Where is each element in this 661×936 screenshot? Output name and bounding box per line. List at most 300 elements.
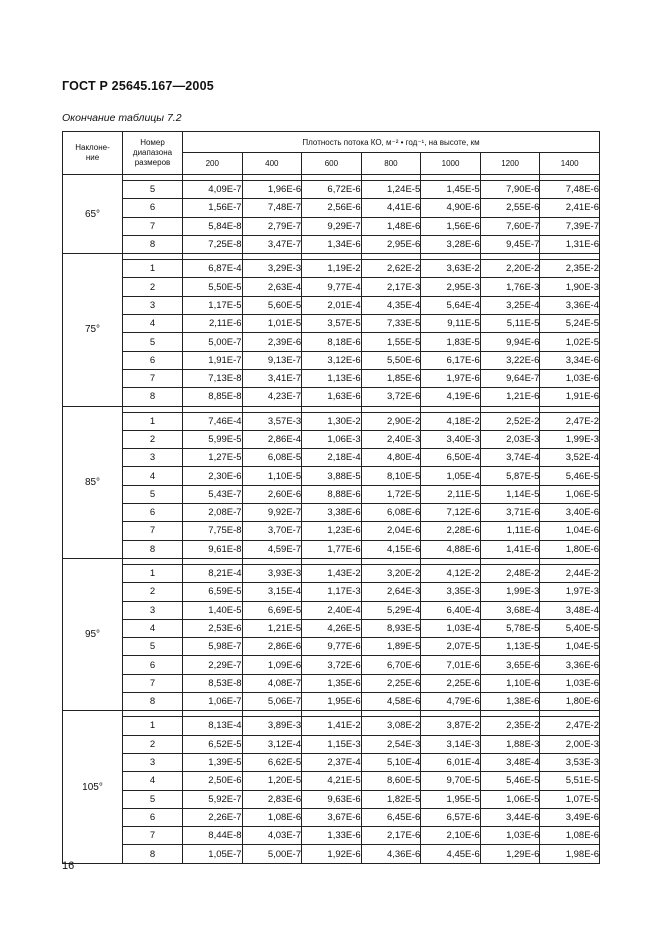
flux-value-cell: 3,48E-4 [480, 753, 540, 771]
size-range-cell: 3 [123, 449, 183, 467]
table-row [63, 388, 600, 406]
flux-value-cell: 1,03E-4 [421, 619, 481, 637]
size-range-cell: 7 [123, 674, 183, 692]
flux-value-cell: 8,93E-5 [361, 619, 421, 637]
size-range-cell: 6 [123, 351, 183, 369]
size-range-cell: 5 [123, 181, 183, 199]
flux-value-cell: 8,44E-8 [183, 827, 243, 845]
flux-value-cell: 2,55E-6 [480, 199, 540, 217]
size-range-cell: 6 [123, 656, 183, 674]
flux-value-cell: 3,20E-2 [361, 564, 421, 582]
flux-value-cell: 3,72E-6 [361, 388, 421, 406]
flux-value-cell: 2,35E-2 [540, 260, 600, 278]
flux-value-cell: 2,48E-2 [480, 564, 540, 582]
flux-value-cell: 3,49E-6 [540, 808, 600, 826]
flux-value-cell: 2,47E-2 [540, 412, 600, 430]
flux-value-cell: 2,47E-2 [540, 717, 600, 735]
table-row [63, 333, 600, 351]
flux-value-cell: 2,35E-2 [480, 717, 540, 735]
size-range-cell: 4 [123, 315, 183, 333]
flux-value-cell: 3,57E-3 [242, 412, 302, 430]
flux-value-cell: 2,11E-6 [183, 315, 243, 333]
flux-value-cell: 4,45E-6 [421, 845, 481, 863]
flux-value-cell: 6,01E-4 [421, 753, 481, 771]
flux-value-cell: 1,56E-6 [421, 217, 481, 235]
flux-value-cell: 1,35E-6 [302, 674, 362, 692]
flux-value-cell: 2,83E-6 [242, 790, 302, 808]
flux-value-cell: 2,60E-6 [242, 485, 302, 503]
flux-value-cell: 1,99E-3 [540, 430, 600, 448]
flux-value-cell: 2,18E-4 [302, 449, 362, 467]
flux-value-cell: 7,12E-6 [421, 504, 481, 522]
flux-value-cell: 6,45E-6 [361, 808, 421, 826]
table-row [63, 717, 600, 735]
flux-value-cell: 1,45E-5 [421, 181, 481, 199]
flux-value-cell: 2,17E-3 [361, 278, 421, 296]
flux-value-cell: 1,98E-6 [540, 845, 600, 863]
size-range-cell: 5 [123, 485, 183, 503]
flux-value-cell: 9,64E-7 [480, 369, 540, 387]
flux-value-cell: 1,31E-6 [540, 235, 600, 253]
flux-value-cell: 1,03E-6 [480, 827, 540, 845]
flux-value-cell: 1,06E-3 [302, 430, 362, 448]
table-row [63, 827, 600, 845]
flux-value-cell: 7,01E-6 [421, 656, 481, 674]
flux-value-cell: 2,86E-6 [242, 638, 302, 656]
size-range-cell: 6 [123, 199, 183, 217]
flux-value-cell: 5,06E-7 [242, 693, 302, 711]
flux-value-cell: 3,89E-3 [242, 717, 302, 735]
flux-value-cell: 9,13E-7 [242, 351, 302, 369]
table-row [63, 296, 600, 314]
flux-value-cell: 3,72E-6 [302, 656, 362, 674]
flux-value-cell: 3,52E-4 [540, 449, 600, 467]
flux-value-cell: 1,29E-6 [480, 845, 540, 863]
flux-value-cell: 8,10E-5 [361, 467, 421, 485]
page-number: 16 [62, 860, 75, 872]
size-range-cell: 5 [123, 638, 183, 656]
flux-value-cell: 1,80E-6 [540, 540, 600, 558]
flux-value-cell: 6,87E-4 [183, 260, 243, 278]
flux-value-cell: 2,86E-4 [242, 430, 302, 448]
flux-value-cell: 9,61E-8 [183, 540, 243, 558]
flux-value-cell: 1,06E-5 [540, 485, 600, 503]
flux-value-cell: 5,84E-8 [183, 217, 243, 235]
flux-value-cell: 9,29E-7 [302, 217, 362, 235]
flux-value-cell: 6,17E-6 [421, 351, 481, 369]
table-row [63, 260, 600, 278]
flux-value-cell: 1,14E-5 [480, 485, 540, 503]
inclination-cell: 105° [63, 711, 123, 863]
flux-value-cell: 1,04E-5 [540, 638, 600, 656]
flux-value-cell: 1,10E-5 [242, 467, 302, 485]
table-row [63, 430, 600, 448]
table-row [63, 564, 600, 582]
flux-value-cell: 1,30E-2 [302, 412, 362, 430]
flux-value-cell: 4,21E-5 [302, 772, 362, 790]
flux-density-table [62, 131, 600, 864]
table-row [63, 790, 600, 808]
flux-value-cell: 1,23E-6 [302, 522, 362, 540]
flux-value-cell: 1,48E-6 [361, 217, 421, 235]
flux-value-cell: 1,06E-5 [480, 790, 540, 808]
flux-value-cell: 2,95E-6 [361, 235, 421, 253]
table-row [63, 199, 600, 217]
flux-value-cell: 1,96E-6 [242, 181, 302, 199]
flux-value-cell: 2,03E-3 [480, 430, 540, 448]
flux-value-cell: 2,26E-7 [183, 808, 243, 826]
flux-value-cell: 4,18E-2 [421, 412, 481, 430]
flux-value-cell: 1,09E-6 [242, 656, 302, 674]
flux-value-cell: 1,15E-3 [302, 735, 362, 753]
flux-value-cell: 5,29E-4 [361, 601, 421, 619]
size-range-cell: 5 [123, 790, 183, 808]
flux-value-cell: 1,05E-4 [421, 467, 481, 485]
flux-value-cell: 9,77E-6 [302, 638, 362, 656]
flux-value-cell: 8,13E-4 [183, 717, 243, 735]
size-range-cell: 1 [123, 717, 183, 735]
flux-value-cell: 6,52E-5 [183, 735, 243, 753]
flux-value-cell: 2,95E-3 [421, 278, 481, 296]
flux-value-cell: 9,94E-6 [480, 333, 540, 351]
flux-value-cell: 5,60E-5 [242, 296, 302, 314]
flux-value-cell: 3,29E-3 [242, 260, 302, 278]
flux-value-cell: 1,03E-6 [540, 674, 600, 692]
flux-value-cell: 3,44E-6 [480, 808, 540, 826]
flux-value-cell: 1,38E-6 [480, 693, 540, 711]
altitude-header: 1400 [540, 153, 600, 175]
size-range-cell: 7 [123, 827, 183, 845]
flux-value-cell: 2,52E-2 [480, 412, 540, 430]
flux-value-cell: 9,11E-5 [421, 315, 481, 333]
flux-value-cell: 1,41E-6 [480, 540, 540, 558]
flux-value-cell: 4,36E-6 [361, 845, 421, 863]
altitude-header: 600 [302, 153, 362, 175]
flux-value-cell: 9,70E-5 [421, 772, 481, 790]
flux-value-cell: 1,21E-6 [480, 388, 540, 406]
flux-value-cell: 2,00E-3 [540, 735, 600, 753]
inclination-cell: 75° [63, 254, 123, 406]
flux-value-cell: 1,56E-7 [183, 199, 243, 217]
flux-value-cell: 4,23E-7 [242, 388, 302, 406]
flux-value-cell: 3,47E-7 [242, 235, 302, 253]
flux-value-cell: 1,90E-3 [540, 278, 600, 296]
flux-value-cell: 5,43E-7 [183, 485, 243, 503]
flux-value-cell: 1,10E-6 [480, 674, 540, 692]
flux-value-cell: 3,40E-6 [540, 504, 600, 522]
flux-value-cell: 2,44E-2 [540, 564, 600, 582]
flux-value-cell: 4,09E-7 [183, 181, 243, 199]
table-row [63, 217, 600, 235]
table-row [63, 181, 600, 199]
size-range-cell: 2 [123, 735, 183, 753]
flux-value-cell: 3,68E-4 [480, 601, 540, 619]
flux-value-cell: 6,08E-5 [242, 449, 302, 467]
flux-value-cell: 5,51E-5 [540, 772, 600, 790]
size-range-cell: 5 [123, 333, 183, 351]
table-row [63, 845, 600, 863]
table-row [63, 674, 600, 692]
table-row [63, 235, 600, 253]
flux-value-cell: 7,13E-8 [183, 369, 243, 387]
flux-value-cell: 4,35E-4 [361, 296, 421, 314]
flux-value-cell: 1,13E-6 [302, 369, 362, 387]
flux-value-cell: 3,48E-4 [540, 601, 600, 619]
flux-value-cell: 4,58E-6 [361, 693, 421, 711]
flux-value-cell: 1,17E-5 [183, 296, 243, 314]
table-row [63, 753, 600, 771]
flux-value-cell: 3,71E-6 [480, 504, 540, 522]
flux-value-cell: 1,11E-6 [480, 522, 540, 540]
table-row [63, 278, 600, 296]
table-row [63, 540, 600, 558]
size-range-cell: 1 [123, 260, 183, 278]
size-range-cell: 1 [123, 564, 183, 582]
flux-value-cell: 5,64E-4 [421, 296, 481, 314]
flux-value-cell: 1,97E-6 [421, 369, 481, 387]
flux-value-cell: 1,91E-7 [183, 351, 243, 369]
flux-value-cell: 4,26E-5 [302, 619, 362, 637]
flux-value-cell: 1,82E-5 [361, 790, 421, 808]
flux-value-cell: 4,80E-4 [361, 449, 421, 467]
flux-value-cell: 1,43E-2 [302, 564, 362, 582]
flux-value-cell: 1,88E-3 [480, 735, 540, 753]
size-range-cell: 2 [123, 430, 183, 448]
flux-value-cell: 3,88E-5 [302, 467, 362, 485]
flux-value-cell: 2,63E-4 [242, 278, 302, 296]
altitude-header: 800 [361, 153, 421, 175]
flux-value-cell: 3,40E-3 [421, 430, 481, 448]
flux-value-cell: 8,53E-8 [183, 674, 243, 692]
flux-value-cell: 1,01E-5 [242, 315, 302, 333]
flux-value-cell: 1,39E-5 [183, 753, 243, 771]
flux-value-cell: 5,50E-5 [183, 278, 243, 296]
flux-value-cell: 3,36E-4 [540, 296, 600, 314]
flux-value-cell: 3,63E-2 [421, 260, 481, 278]
size-range-cell: 3 [123, 601, 183, 619]
flux-value-cell: 6,40E-4 [421, 601, 481, 619]
flux-value-cell: 6,62E-5 [242, 753, 302, 771]
size-range-cell: 2 [123, 278, 183, 296]
flux-value-cell: 3,70E-7 [242, 522, 302, 540]
flux-value-cell: 2,37E-4 [302, 753, 362, 771]
altitude-header: 400 [242, 153, 302, 175]
document-header: ГОСТ Р 25645.167—2005 [62, 79, 214, 93]
size-range-cell: 8 [123, 845, 183, 863]
size-range-cell: 8 [123, 540, 183, 558]
flux-value-cell: 3,34E-6 [540, 351, 600, 369]
flux-value-cell: 2,56E-6 [302, 199, 362, 217]
table-row [63, 601, 600, 619]
flux-value-cell: 3,22E-6 [480, 351, 540, 369]
flux-value-cell: 1,07E-5 [540, 790, 600, 808]
flux-density-header: Плотность потока КО, м⁻² • год⁻¹, на высоте, км [183, 132, 600, 153]
size-range-cell: 4 [123, 772, 183, 790]
flux-value-cell: 3,67E-6 [302, 808, 362, 826]
flux-value-cell: 3,35E-3 [421, 583, 481, 601]
flux-value-cell: 7,39E-7 [540, 217, 600, 235]
flux-value-cell: 2,29E-7 [183, 656, 243, 674]
flux-value-cell: 2,39E-6 [242, 333, 302, 351]
flux-value-cell: 3,14E-3 [421, 735, 481, 753]
flux-value-cell: 3,41E-7 [242, 369, 302, 387]
table-row [63, 693, 600, 711]
flux-value-cell: 2,25E-6 [421, 674, 481, 692]
flux-value-cell: 2,25E-6 [361, 674, 421, 692]
size-range-cell: 7 [123, 369, 183, 387]
flux-value-cell: 1,92E-6 [302, 845, 362, 863]
flux-value-cell: 4,88E-6 [421, 540, 481, 558]
flux-value-cell: 1,33E-6 [302, 827, 362, 845]
table-row [63, 735, 600, 753]
flux-value-cell: 6,50E-4 [421, 449, 481, 467]
size-range-cell: 3 [123, 296, 183, 314]
flux-value-cell: 9,77E-4 [302, 278, 362, 296]
flux-value-cell: 1,85E-6 [361, 369, 421, 387]
size-range-cell: 8 [123, 388, 183, 406]
size-range-cell: 4 [123, 467, 183, 485]
flux-value-cell: 1,40E-5 [183, 601, 243, 619]
flux-value-cell: 6,08E-6 [361, 504, 421, 522]
flux-value-cell: 8,88E-6 [302, 485, 362, 503]
flux-value-cell: 2,53E-6 [183, 619, 243, 637]
flux-value-cell: 2,40E-4 [302, 601, 362, 619]
flux-value-cell: 2,40E-3 [361, 430, 421, 448]
flux-value-cell: 4,79E-6 [421, 693, 481, 711]
flux-value-cell: 2,90E-2 [361, 412, 421, 430]
altitude-header: 200 [183, 153, 243, 175]
flux-value-cell: 2,11E-5 [421, 485, 481, 503]
size-range-cell: 3 [123, 753, 183, 771]
flux-value-cell: 5,10E-4 [361, 753, 421, 771]
inclination-cell: 65° [63, 175, 123, 254]
flux-value-cell: 5,00E-7 [183, 333, 243, 351]
flux-value-cell: 1,24E-5 [361, 181, 421, 199]
flux-value-cell: 7,46E-4 [183, 412, 243, 430]
flux-value-cell: 3,08E-2 [361, 717, 421, 735]
table-caption: Окончание таблицы 7.2 [62, 112, 182, 124]
size-range-cell: 6 [123, 504, 183, 522]
flux-value-cell: 1,20E-5 [242, 772, 302, 790]
flux-value-cell: 2,07E-5 [421, 638, 481, 656]
flux-value-cell: 3,36E-6 [540, 656, 600, 674]
table-row [63, 369, 600, 387]
table-row [63, 583, 600, 601]
flux-value-cell: 2,10E-6 [421, 827, 481, 845]
flux-value-cell: 3,15E-4 [242, 583, 302, 601]
table-row [63, 449, 600, 467]
flux-value-cell: 8,18E-6 [302, 333, 362, 351]
flux-value-cell: 1,77E-6 [302, 540, 362, 558]
size-range-cell: 8 [123, 693, 183, 711]
flux-value-cell: 3,12E-4 [242, 735, 302, 753]
flux-value-cell: 5,50E-6 [361, 351, 421, 369]
table-row [63, 315, 600, 333]
flux-value-cell: 5,87E-5 [480, 467, 540, 485]
flux-value-cell: 7,48E-7 [242, 199, 302, 217]
flux-value-cell: 2,17E-6 [361, 827, 421, 845]
flux-value-cell: 2,04E-6 [361, 522, 421, 540]
flux-value-cell: 1,76E-3 [480, 278, 540, 296]
table-row [63, 808, 600, 826]
inclination-column-header: Наклоне- ние [63, 132, 123, 175]
flux-value-cell: 8,60E-5 [361, 772, 421, 790]
flux-value-cell: 6,70E-6 [361, 656, 421, 674]
table-row [63, 467, 600, 485]
flux-value-cell: 6,72E-6 [302, 181, 362, 199]
size-range-column-header: Номер диапазона размеров [123, 132, 183, 175]
flux-value-cell: 9,45E-7 [480, 235, 540, 253]
flux-value-cell: 9,92E-7 [242, 504, 302, 522]
flux-value-cell: 5,24E-5 [540, 315, 600, 333]
flux-value-cell: 1,13E-5 [480, 638, 540, 656]
table-row [63, 504, 600, 522]
size-range-cell: 8 [123, 235, 183, 253]
flux-value-cell: 1,63E-6 [302, 388, 362, 406]
flux-value-cell: 5,40E-5 [540, 619, 600, 637]
table-row [63, 638, 600, 656]
flux-value-cell: 1,41E-2 [302, 717, 362, 735]
flux-value-cell: 3,28E-6 [421, 235, 481, 253]
flux-value-cell: 1,72E-5 [361, 485, 421, 503]
flux-value-cell: 1,97E-3 [540, 583, 600, 601]
flux-value-cell: 2,54E-3 [361, 735, 421, 753]
flux-value-cell: 9,63E-6 [302, 790, 362, 808]
flux-value-cell: 2,41E-6 [540, 199, 600, 217]
flux-value-cell: 1,08E-6 [540, 827, 600, 845]
size-range-cell: 6 [123, 808, 183, 826]
flux-value-cell: 4,41E-6 [361, 199, 421, 217]
flux-value-cell: 6,57E-6 [421, 808, 481, 826]
inclination-cell: 85° [63, 406, 123, 558]
flux-value-cell: 5,46E-5 [540, 467, 600, 485]
flux-value-cell: 2,28E-6 [421, 522, 481, 540]
flux-value-cell: 4,59E-7 [242, 540, 302, 558]
flux-value-cell: 3,25E-4 [480, 296, 540, 314]
size-range-cell: 7 [123, 217, 183, 235]
table-row [63, 619, 600, 637]
flux-value-cell: 4,12E-2 [421, 564, 481, 582]
flux-value-cell: 1,08E-6 [242, 808, 302, 826]
flux-value-cell: 1,02E-5 [540, 333, 600, 351]
flux-value-cell: 5,78E-5 [480, 619, 540, 637]
flux-value-cell: 4,03E-7 [242, 827, 302, 845]
flux-value-cell: 4,90E-6 [421, 199, 481, 217]
flux-value-cell: 6,69E-5 [242, 601, 302, 619]
flux-value-cell: 1,03E-6 [540, 369, 600, 387]
altitude-header: 1000 [421, 153, 481, 175]
flux-value-cell: 3,93E-3 [242, 564, 302, 582]
table-row [63, 351, 600, 369]
flux-value-cell: 3,65E-6 [480, 656, 540, 674]
flux-value-cell: 3,87E-2 [421, 717, 481, 735]
flux-value-cell: 8,85E-8 [183, 388, 243, 406]
flux-value-cell: 7,25E-8 [183, 235, 243, 253]
inclination-cell: 95° [63, 558, 123, 710]
flux-value-cell: 1,19E-2 [302, 260, 362, 278]
flux-value-cell: 6,59E-5 [183, 583, 243, 601]
flux-value-cell: 1,95E-6 [302, 693, 362, 711]
flux-value-cell: 5,00E-7 [242, 845, 302, 863]
flux-value-cell: 1,99E-3 [480, 583, 540, 601]
flux-value-cell: 1,83E-5 [421, 333, 481, 351]
flux-value-cell: 7,90E-6 [480, 181, 540, 199]
flux-value-cell: 7,60E-7 [480, 217, 540, 235]
flux-value-cell: 7,33E-5 [361, 315, 421, 333]
flux-value-cell: 2,50E-6 [183, 772, 243, 790]
flux-value-cell: 5,98E-7 [183, 638, 243, 656]
flux-value-cell: 2,64E-3 [361, 583, 421, 601]
